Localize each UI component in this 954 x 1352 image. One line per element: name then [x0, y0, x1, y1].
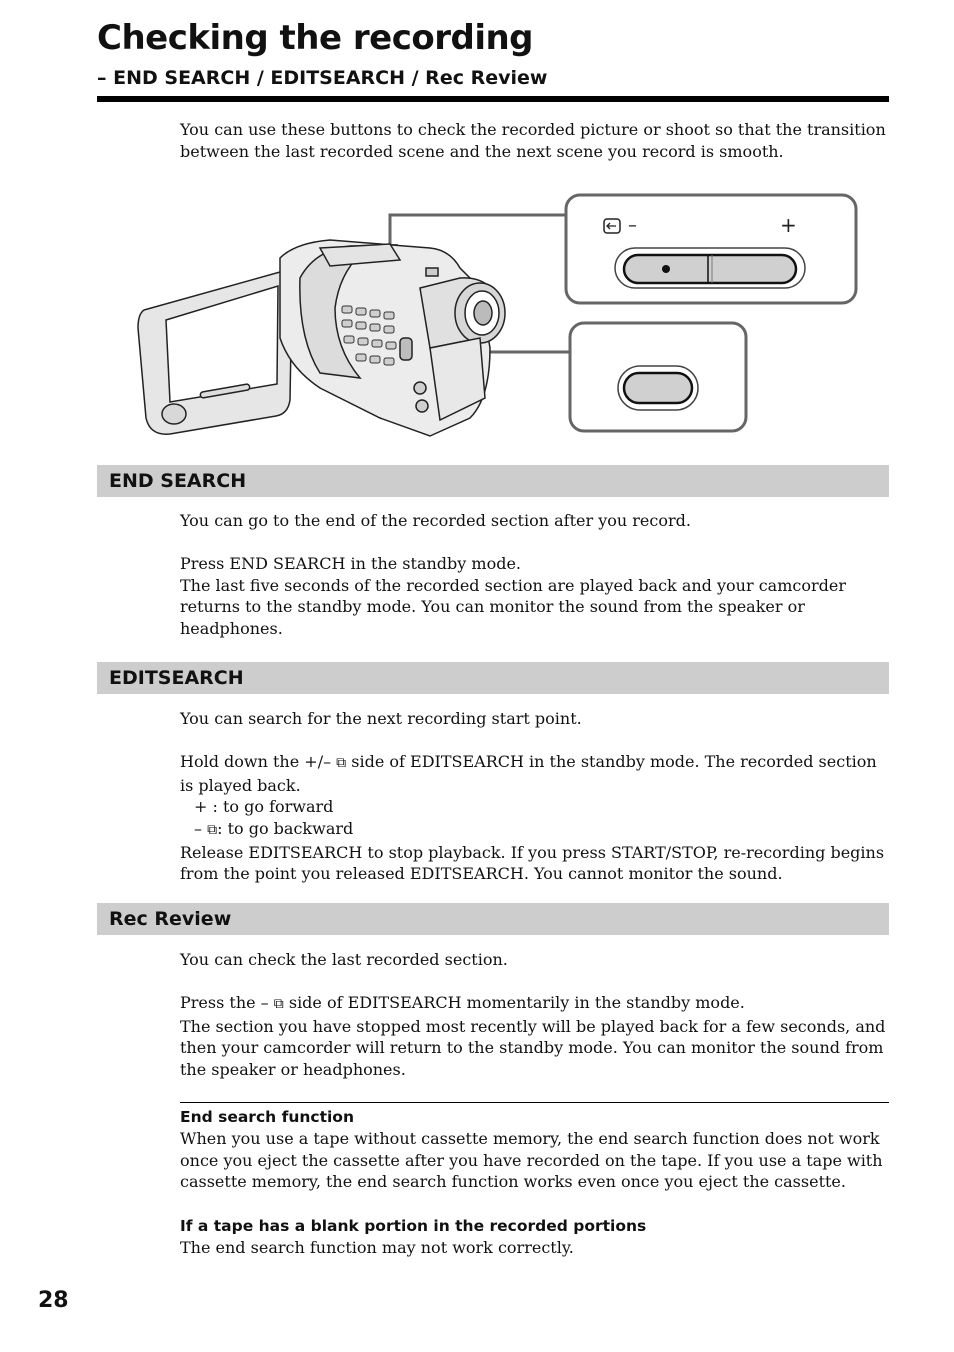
editsearch-dot — [662, 265, 670, 273]
section-heading-editsearch: EDITSEARCH — [97, 662, 889, 694]
minus-label: – — [628, 215, 637, 236]
end-search-p1: You can go to the end of the recorded section after you record. — [180, 511, 691, 530]
note-text-blank-portion: The end search function may not work correctly. — [180, 1238, 574, 1257]
camcorder-figure — [130, 188, 870, 448]
page-title: Checking the recording — [97, 18, 534, 58]
editsearch-p2: Hold down the +/– ⧉ side of EDITSEARCH in the standby mode. The recorded section is played back. — [180, 752, 877, 795]
rec-review-icon: ⧉ — [207, 821, 218, 838]
end-search-p2: Press END SEARCH in the standby mode. — [180, 554, 521, 574]
end-search-p3: The last five seconds of the recorded section are played back and your camcorder returns to the standby mode. You can monitor the sound from the speaker or headphones. — [180, 575, 846, 638]
end-search-body — [180, 510, 890, 640]
camcorder-illustration — [138, 240, 505, 436]
section-heading-end-search: END SEARCH — [97, 465, 889, 497]
editsearch-p1: You can search for the next recording start point. — [180, 709, 582, 728]
intro-text: You can use these buttons to check the recorded picture or shoot so that the transition between the last recorded scene and the next scene you record is smooth. — [180, 120, 886, 161]
editsearch-button — [624, 255, 796, 283]
title-rule — [97, 96, 889, 102]
editsearch-control — [400, 338, 412, 360]
note-heading-blank-portion: If a tape has a blank portion in the recorded portions — [180, 1217, 647, 1235]
notes-rule — [180, 1102, 889, 1103]
editsearch-item-backward: – ⧉: to go backward — [194, 818, 354, 838]
editsearch-item-forward: + : to go forward — [194, 797, 334, 817]
end-search-button — [624, 373, 692, 403]
note-heading-end-search-function: End search function — [180, 1108, 354, 1126]
intro-paragraph — [180, 119, 890, 162]
callout-line-editsearch — [390, 215, 565, 248]
section-heading-rec-review: Rec Review — [97, 903, 889, 935]
rec-review-body — [180, 949, 890, 1081]
plus-label: + — [780, 213, 797, 237]
rec-review-icon: ⧉ — [273, 996, 284, 1013]
page-number: 28 — [38, 1288, 69, 1313]
rec-review-p3: The section you have stopped most recently will be played back for a few seconds, and then your camcorder will return to the standby mode. You can monitor the sound from the speaker or headphones. — [180, 1016, 886, 1079]
note-text-end-search-function: When you use a tape without cassette memory, the end search function does not work once you eject the cassette after you have recorded on the tape. If you use a tape with cassette memory, the end search function works even once you eject the cassette. — [180, 1129, 883, 1192]
editsearch-body — [180, 708, 890, 885]
rec-review-p2: Press the – ⧉ side of EDITSEARCH momentarily in the standby mode. — [180, 993, 745, 1013]
rec-review-icon: ⧉ — [336, 755, 347, 772]
editsearch-p3: Release EDITSEARCH to stop playback. If you press START/STOP, re-recording begins from the point you released EDITSEARCH. You cannot monitor the sound. — [180, 842, 885, 884]
rec-review-p1: You can check the last recorded section. — [180, 950, 508, 969]
page-subtitle: – END SEARCH / EDITSEARCH / Rec Review — [97, 67, 548, 89]
